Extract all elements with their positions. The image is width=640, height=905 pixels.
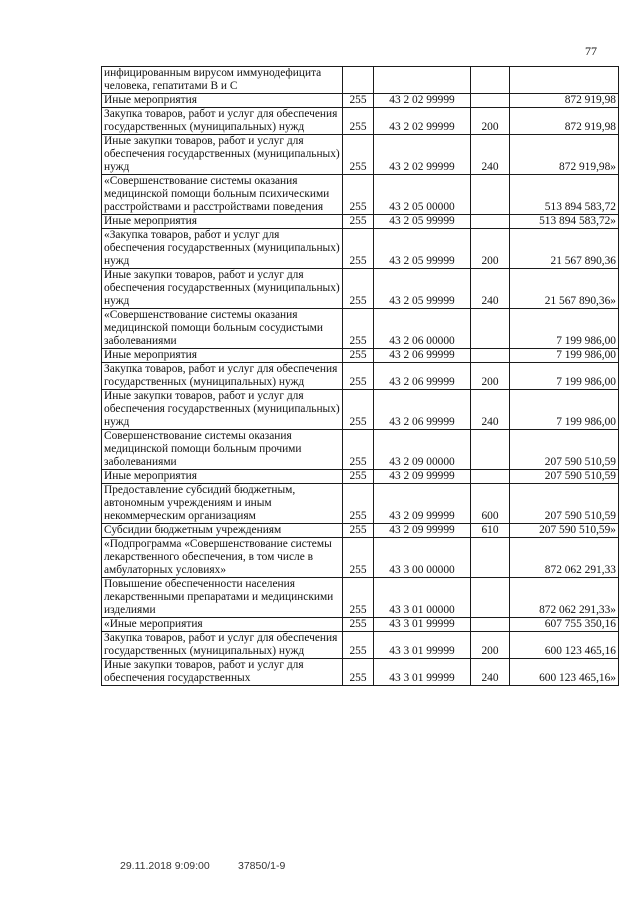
table-row	[102, 618, 619, 632]
row-expense-type-cell	[471, 94, 510, 108]
table-row	[102, 229, 619, 269]
row-department-code-cell: 255	[343, 229, 374, 269]
table-row	[102, 470, 619, 484]
row-name-cell: Иные мероприятия	[102, 470, 343, 484]
row-department-code-cell: 255	[343, 215, 374, 229]
row-expense-type-cell: 240	[471, 659, 510, 686]
row-expense-type-cell	[471, 430, 510, 470]
row-target-article-cell: 43 2 06 99999	[374, 363, 471, 390]
row-expense-type-cell: 610	[471, 524, 510, 538]
row-name-cell: Иные закупки товаров, работ и услуг для обеспечения государственных (муниципальных) нужд	[102, 135, 343, 175]
row-target-article-cell: 43 2 05 99999	[374, 229, 471, 269]
row-name-cell: Иные закупки товаров, работ и услуг для обеспечения государственных (муниципальных) нужд	[102, 390, 343, 430]
table-row	[102, 484, 619, 524]
row-department-code-cell: 255	[343, 538, 374, 578]
row-amount-cell: 872 919,98	[510, 108, 619, 135]
row-expense-type-cell: 200	[471, 363, 510, 390]
row-name-cell: «Иные мероприятия	[102, 618, 343, 632]
table-row	[102, 67, 619, 94]
table-row	[102, 215, 619, 229]
row-amount-cell: 7 199 986,00	[510, 390, 619, 430]
row-target-article-cell: 43 2 05 00000	[374, 175, 471, 215]
row-expense-type-cell	[471, 618, 510, 632]
row-amount-cell: 872 919,98	[510, 94, 619, 108]
row-department-code-cell: 255	[343, 659, 374, 686]
row-name-cell: Закупка товаров, работ и услуг для обеспечения государственных (муниципальных) нужд	[102, 632, 343, 659]
row-department-code-cell: 255	[343, 578, 374, 618]
row-amount-cell: 21 567 890,36	[510, 229, 619, 269]
table-row	[102, 108, 619, 135]
row-amount-cell: 207 590 510,59	[510, 484, 619, 524]
row-name-cell: Иные закупки товаров, работ и услуг для обеспечения государственных	[102, 659, 343, 686]
row-target-article-cell: 43 2 09 99999	[374, 484, 471, 524]
row-name-cell: Иные мероприятия	[102, 349, 343, 363]
row-amount-cell: 207 590 510,59	[510, 470, 619, 484]
table-row	[102, 538, 619, 578]
row-target-article-cell: 43 3 01 00000	[374, 578, 471, 618]
row-expense-type-cell: 240	[471, 135, 510, 175]
row-amount-cell: 513 894 583,72	[510, 175, 619, 215]
table-row	[102, 269, 619, 309]
row-amount-cell: 872 919,98»	[510, 135, 619, 175]
footer-date: 29.11.2018 9:09:00	[120, 860, 210, 872]
row-amount-cell: 607 755 350,16	[510, 618, 619, 632]
table-row	[102, 175, 619, 215]
row-name-cell: Совершенствование системы оказания медицинской помощи больным прочими заболеваниями	[102, 430, 343, 470]
table-row	[102, 309, 619, 349]
row-department-code-cell: 255	[343, 363, 374, 390]
row-department-code-cell	[343, 67, 374, 94]
table-row	[102, 390, 619, 430]
row-target-article-cell: 43 2 02 99999	[374, 94, 471, 108]
row-target-article-cell: 43 2 09 99999	[374, 524, 471, 538]
row-expense-type-cell	[471, 578, 510, 618]
row-name-cell: Иные закупки товаров, работ и услуг для обеспечения государственных (муниципальных) нужд	[102, 269, 343, 309]
row-target-article-cell: 43 2 06 99999	[374, 390, 471, 430]
row-target-article-cell: 43 2 02 99999	[374, 135, 471, 175]
row-expense-type-cell: 200	[471, 632, 510, 659]
row-name-cell: «Закупка товаров, работ и услуг для обеспечения государственных (муниципальных) нужд	[102, 229, 343, 269]
budget-table	[101, 66, 619, 686]
row-target-article-cell: 43 2 06 99999	[374, 349, 471, 363]
row-department-code-cell: 255	[343, 390, 374, 430]
row-expense-type-cell	[471, 470, 510, 484]
row-department-code-cell: 255	[343, 349, 374, 363]
row-amount-cell: 207 590 510,59	[510, 430, 619, 470]
row-department-code-cell: 255	[343, 175, 374, 215]
row-department-code-cell: 255	[343, 309, 374, 349]
row-amount-cell: 21 567 890,36»	[510, 269, 619, 309]
row-name-cell: «Совершенствование системы оказания медицинской помощи больным сосудистыми заболеваниями	[102, 309, 343, 349]
row-name-cell: «Совершенствование системы оказания медицинской помощи больным психическими расстройствами и расстройствами поведения	[102, 175, 343, 215]
row-department-code-cell: 255	[343, 108, 374, 135]
table-row	[102, 659, 619, 686]
row-expense-type-cell	[471, 349, 510, 363]
row-department-code-cell: 255	[343, 135, 374, 175]
table-row	[102, 524, 619, 538]
row-name-cell: Повышение обеспеченности населения лекарственными препаратами и медицинскими изделиями	[102, 578, 343, 618]
row-amount-cell: 207 590 510,59»	[510, 524, 619, 538]
row-department-code-cell: 255	[343, 430, 374, 470]
row-amount-cell: 600 123 465,16	[510, 632, 619, 659]
row-expense-type-cell: 240	[471, 390, 510, 430]
row-target-article-cell	[374, 67, 471, 94]
page-number: 77	[585, 44, 597, 58]
row-amount-cell: 7 199 986,00	[510, 363, 619, 390]
table-row	[102, 349, 619, 363]
row-expense-type-cell	[471, 67, 510, 94]
row-target-article-cell: 43 2 05 99999	[374, 269, 471, 309]
table-row	[102, 94, 619, 108]
row-target-article-cell: 43 2 06 00000	[374, 309, 471, 349]
row-target-article-cell: 43 2 02 99999	[374, 108, 471, 135]
row-name-cell: Иные мероприятия	[102, 215, 343, 229]
row-department-code-cell: 255	[343, 632, 374, 659]
row-expense-type-cell	[471, 215, 510, 229]
row-target-article-cell: 43 3 01 99999	[374, 618, 471, 632]
row-expense-type-cell	[471, 538, 510, 578]
row-name-cell: Субсидии бюджетным учреждениям	[102, 524, 343, 538]
row-amount-cell: 600 123 465,16»	[510, 659, 619, 686]
row-target-article-cell: 43 3 01 99999	[374, 632, 471, 659]
row-name-cell: «Подпрограмма «Совершенствование системы лекарственного обеспечения, в том числе в амбулаторных условиях»	[102, 538, 343, 578]
row-target-article-cell: 43 2 09 99999	[374, 470, 471, 484]
row-expense-type-cell: 240	[471, 269, 510, 309]
row-department-code-cell: 255	[343, 618, 374, 632]
table-row	[102, 578, 619, 618]
row-expense-type-cell	[471, 175, 510, 215]
row-name-cell: Предоставление субсидий бюджетным, автономным учреждениям и иным некоммерческим организациям	[102, 484, 343, 524]
row-amount-cell: 513 894 583,72»	[510, 215, 619, 229]
row-name-cell: Закупка товаров, работ и услуг для обеспечения государственных (муниципальных) нужд	[102, 108, 343, 135]
table-row	[102, 430, 619, 470]
row-name-cell: инфицированным вирусом иммунодефицита человека, гепатитами В и С	[102, 67, 343, 94]
row-target-article-cell: 43 2 05 99999	[374, 215, 471, 229]
row-department-code-cell: 255	[343, 484, 374, 524]
footer-doc-code: 37850/1-9	[238, 860, 286, 872]
row-amount-cell	[510, 67, 619, 94]
row-expense-type-cell: 600	[471, 484, 510, 524]
row-amount-cell: 872 062 291,33»	[510, 578, 619, 618]
row-amount-cell: 7 199 986,00	[510, 309, 619, 349]
table-row	[102, 135, 619, 175]
row-department-code-cell: 255	[343, 470, 374, 484]
row-department-code-cell: 255	[343, 269, 374, 309]
row-amount-cell: 7 199 986,00	[510, 349, 619, 363]
budget-table-body	[102, 67, 619, 686]
row-target-article-cell: 43 2 09 00000	[374, 430, 471, 470]
row-department-code-cell: 255	[343, 94, 374, 108]
row-expense-type-cell: 200	[471, 108, 510, 135]
table-row	[102, 632, 619, 659]
row-department-code-cell: 255	[343, 524, 374, 538]
row-name-cell: Иные мероприятия	[102, 94, 343, 108]
row-expense-type-cell	[471, 309, 510, 349]
row-name-cell: Закупка товаров, работ и услуг для обеспечения государственных (муниципальных) нужд	[102, 363, 343, 390]
row-amount-cell: 872 062 291,33	[510, 538, 619, 578]
table-row	[102, 363, 619, 390]
row-expense-type-cell: 200	[471, 229, 510, 269]
row-target-article-cell: 43 3 00 00000	[374, 538, 471, 578]
row-target-article-cell: 43 3 01 99999	[374, 659, 471, 686]
